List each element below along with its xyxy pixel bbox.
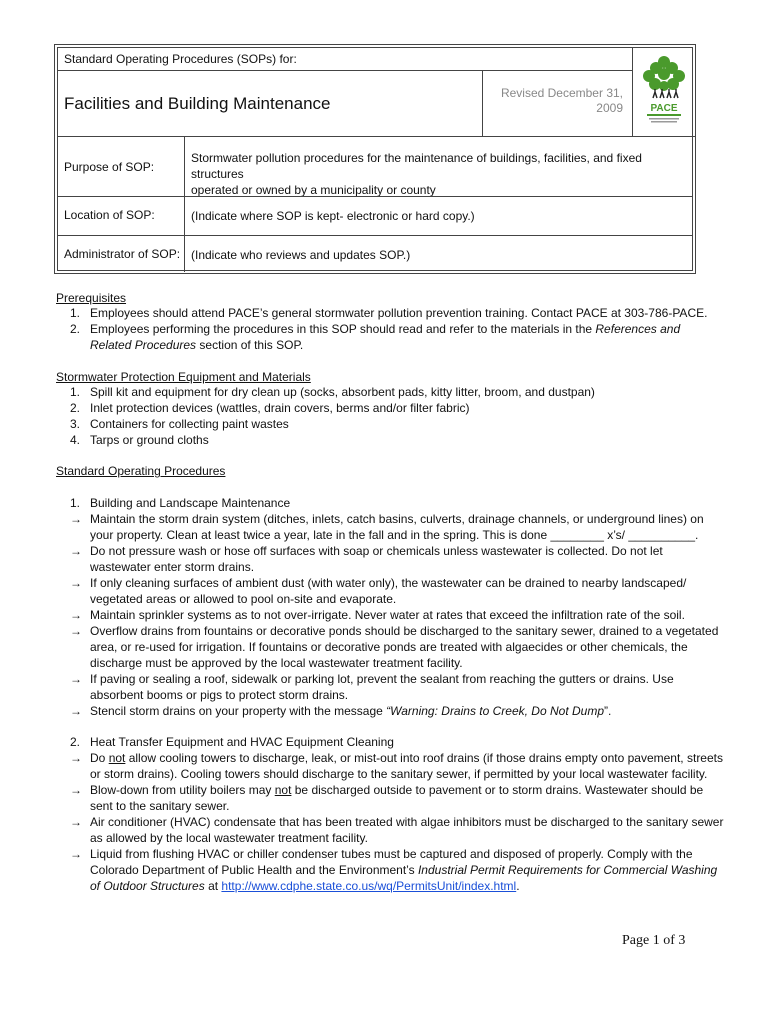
purpose-label: Purpose of SOP: [64, 160, 155, 174]
text-run: Industrial Permit Requirements for Commercial Washing [417, 863, 718, 877]
revised-line2: 2009 [596, 101, 623, 115]
equipment-item: Containers for collecting paint wastes [90, 417, 289, 431]
list-number: 2. [70, 322, 81, 336]
pace-logo [633, 48, 695, 136]
sop-heading: Standard Operating Procedures [56, 464, 226, 478]
text-run: Stencil storm drains on your property with the message [90, 704, 387, 718]
bullet-line: vegetated areas or allowed to pool on-site and evaporate. [90, 592, 397, 606]
location-value-cell [185, 197, 692, 235]
revised-date [493, 86, 623, 116]
location-value: (Indicate where SOP is kept- electronic or hard copy.) [191, 209, 475, 223]
list-number: 3. [70, 417, 81, 431]
arrow-right-icon: → [70, 672, 82, 686]
text-run: “Warning: Drains to Creek, Do Not Dump [386, 704, 604, 718]
bullet-line [90, 704, 611, 720]
equipment-heading: Stormwater Protection Equipment and Materials [56, 370, 311, 384]
sop-for-cell [58, 48, 632, 71]
bullet-line: Overflow drains from fountains or decorative ponds should be discharged to the sanitary sewer, drained to a vegetated [90, 624, 719, 638]
administrator-label: Administrator of SOP: [64, 247, 181, 261]
text-run: Related Procedures [90, 338, 197, 352]
page-number: Page 1 of 3 [622, 933, 686, 948]
text-run: not [274, 783, 292, 797]
bullet-line: your property. Clean at least twice a year, late in the fall and in the spring. This is done ________ x’s/ __________. [90, 528, 699, 542]
bullet-line: Maintain the storm drain system (ditches, inlets, catch basins, culverts, drainage channels, or underground lines) on [90, 512, 704, 526]
list-number: 1. [70, 385, 81, 399]
arrow-right-icon: → [70, 704, 82, 718]
arrow-right-icon: → [70, 815, 82, 829]
text-run: Blow-down from utility boilers may [90, 783, 275, 797]
bullet-line [90, 879, 520, 895]
text-run: Employees performing the procedures in this SOP should read and refer to the materials in the [90, 322, 596, 336]
bullet-line: sent to the sanitary sewer. [90, 799, 230, 813]
section-number: 2. [70, 735, 81, 749]
equipment-item: Tarps or ground cloths [90, 433, 209, 447]
bullet-line: Maintain sprinkler systems as to not over-irrigate. Never water at rates that exceed the infiltration rate of the soil. [90, 608, 685, 622]
section-title: Heat Transfer Equipment and HVAC Equipment Cleaning [90, 735, 394, 749]
bullet-line: Do not pressure wash or hose off surfaces with soap or chemicals unless wastewater is collected. Do not let [90, 544, 663, 558]
bullet-line: absorbent booms or pigs to protect storm drains. [90, 688, 349, 702]
list-number: 2. [70, 401, 81, 415]
prerequisite-item: Employees should attend PACE’s general stormwater pollution prevention training. Contact PACE at 303-786-PACE. [90, 306, 708, 320]
purpose-value [191, 150, 684, 198]
text-run: be discharged outside to pavement or to storm drains. Wastewater should be [291, 783, 704, 797]
logo-text: PACE [650, 103, 678, 114]
text-run: ”. [604, 704, 612, 718]
sop-header-table [54, 44, 696, 274]
cdphe-permits-link[interactable]: http://www.cdphe.state.co.us/wq/PermitsUnit/index.html [221, 879, 517, 893]
bullet-line: Liquid from flushing HVAC or chiller condenser tubes must be captured and disposed of properly. Comply with the [90, 847, 693, 861]
text-run: at [204, 879, 222, 893]
page-title: Facilities and Building Maintenance [64, 94, 331, 113]
bullet-line [90, 783, 703, 799]
arrow-right-icon: → [70, 847, 82, 861]
logo-cell [632, 48, 695, 137]
bullet-line [90, 751, 723, 767]
purpose-line1: Stormwater pollution procedures for the maintenance of buildings, facilities, and fixed structures [191, 151, 642, 181]
equipment-item: Spill kit and equipment for dry clean up (socks, absorbent pads, kitty litter, broom, and dustpan) [90, 385, 595, 399]
revised-cell [482, 70, 633, 137]
list-number: 1. [70, 306, 81, 320]
purpose-line2: operated or owned by a municipality or county [191, 183, 436, 197]
bullet-line [90, 863, 717, 879]
bullet-line: area, or re-used for irrigation. If fountains or decorative ponds are treated with algaecides or other chemicals, the [90, 640, 688, 654]
section-title: Building and Landscape Maintenance [90, 496, 291, 510]
bullet-line: If paving or sealing a roof, sidewalk or parking lot, prevent the sealant from reaching the gutters or drains. Use [90, 672, 674, 686]
sop-for-label: Standard Operating Procedures (SOPs) for: [64, 52, 297, 66]
prerequisites-heading: Prerequisites [56, 291, 127, 305]
arrow-right-icon: → [70, 608, 82, 622]
location-label-cell [58, 197, 185, 235]
arrow-right-icon: → [70, 751, 82, 765]
section-number: 1. [70, 496, 81, 510]
arrow-right-icon: → [70, 544, 82, 558]
arrow-right-icon: → [70, 576, 82, 590]
text-run: of Outdoor Structures [90, 879, 205, 893]
text-run: Colorado Department of Public Health and the Environment’s [90, 863, 418, 877]
purpose-value-cell [185, 136, 692, 196]
text-run: section of this SOP. [196, 338, 304, 352]
bullet-line: wastewater enter storm drains. [90, 560, 255, 574]
arrow-right-icon: → [70, 512, 82, 526]
prerequisite-item-cont [90, 338, 303, 354]
arrow-right-icon: → [70, 624, 82, 638]
arrow-right-icon: → [70, 783, 82, 797]
bullet-line: as allowed by the local wastewater treatment facility. [90, 831, 368, 845]
text-run: References and [595, 322, 681, 336]
revised-line1: Revised December 31, [500, 86, 623, 100]
bullet-line: discharge must be approved by the local wastewater treatment facility. [90, 656, 463, 670]
purpose-label-cell [58, 136, 185, 196]
list-number: 4. [70, 433, 81, 447]
location-label: Location of SOP: [64, 208, 155, 222]
text-run: Do [90, 751, 109, 765]
administrator-value: (Indicate who reviews and updates SOP.) [191, 248, 411, 262]
administrator-label-cell [58, 236, 185, 272]
bullet-line: If only cleaning surfaces of ambient dust (with water only), the wastewater can be drained to nearby landscaped/ [90, 576, 687, 590]
title-cell [58, 70, 482, 137]
text-run: not [108, 751, 126, 765]
bullet-line: or storm drains). Cooling towers should discharge to the sanitary sewer, if permitted by your local wastewater facility. [90, 767, 708, 781]
text-run: . [516, 879, 520, 893]
equipment-item: Inlet protection devices (wattles, drain covers, berms and/or filter fabric) [90, 401, 470, 415]
bullet-line: Air conditioner (HVAC) condensate that has been treated with algae inhibitors must be discharged to the sanitary sewer [90, 815, 724, 829]
text-run: allow cooling towers to discharge, leak, or mist-out into roof drains (if those drains empty onto pavement, streets [125, 751, 723, 765]
prerequisite-item [90, 322, 680, 338]
administrator-value-cell [185, 236, 692, 272]
